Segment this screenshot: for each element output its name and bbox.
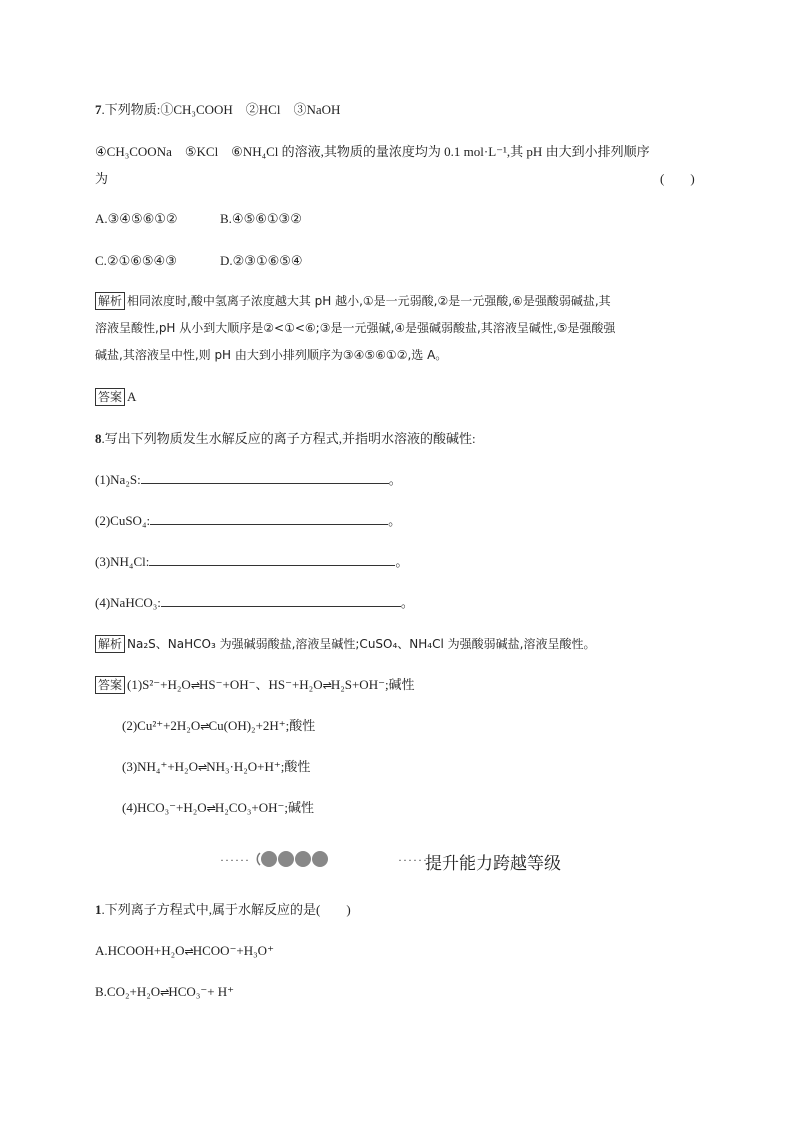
q8-answer-3-b: NH₃·H₂O+H⁺;酸性 bbox=[206, 759, 311, 774]
q8-answer-tag: 答案 bbox=[95, 676, 125, 694]
banner-dots-right: ······ bbox=[398, 853, 428, 867]
q7-analysis-line2: 溶液呈酸性,pH 从小到大顺序是②<①<⑥;③是一元强碱,④是强碱弱酸盐,其溶液呈碱性,⑤是强酸强 bbox=[95, 321, 616, 335]
q7-answer-value: A bbox=[127, 389, 137, 404]
q8-item-2 bbox=[95, 512, 401, 530]
q7-option-b: B.④⑤⑥①③② bbox=[220, 211, 302, 226]
q7-stem-line2: ④CH₃COONa ⑤KCl ⑥NH₄Cl 的溶液,其物质的量浓度均为 0.1 mol·L⁻¹,其 pH 由大到小排列顺序 bbox=[95, 144, 650, 159]
q1-stem bbox=[95, 901, 351, 919]
q8-answer-4-a: (4)HCO₃⁻+H₂O bbox=[122, 800, 207, 815]
q1-option-a bbox=[95, 942, 274, 961]
q1-option-a-left: A.HCOOH+H₂O bbox=[95, 943, 185, 958]
equilibrium-arrow-icon: ⇌ bbox=[322, 680, 331, 692]
q8-item-2-end: 。 bbox=[388, 513, 402, 528]
equilibrium-arrow-icon: ⇌ bbox=[160, 987, 169, 999]
q7-stem-text1: .下列物质:①CH₃COOH ②HCl ③NaOH bbox=[101, 102, 341, 117]
q1-option-a-right: HCOO⁻+H₃O⁺ bbox=[192, 943, 274, 958]
q7-stem-text3: 为 bbox=[95, 171, 109, 186]
q8-answer-2-a: (2)Cu²⁺+2H₂O bbox=[122, 718, 201, 733]
q8-analysis-text: Na₂S、NaHCO₃ 为强碱弱酸盐,溶液呈碱性;CuSO₄、NH₄Cl 为强酸弱碱盐,溶液呈酸性。 bbox=[127, 637, 596, 651]
q8-item-2-label: (2)CuSO₄: bbox=[95, 513, 151, 528]
equilibrium-arrow-icon: ⇌ bbox=[197, 762, 207, 774]
q8-stem-text: .写出下列物质发生水解反应的离子方程式,并指明水溶液的酸碱性: bbox=[101, 431, 476, 446]
q8-item-1-end: 。 bbox=[388, 472, 402, 487]
q1-option-b bbox=[95, 983, 234, 1002]
q8-number: 8 bbox=[95, 431, 102, 446]
q8-answer-2 bbox=[122, 717, 315, 736]
q8-item-3-end: 。 bbox=[395, 554, 409, 569]
q8-item-1 bbox=[95, 471, 402, 489]
equilibrium-arrow-icon: ⇌ bbox=[190, 680, 200, 692]
q8-answer-4 bbox=[122, 799, 314, 818]
q8-item-3-label: (3)NH₄Cl: bbox=[95, 554, 150, 569]
section-title: 提升能力跨越等级 bbox=[425, 854, 561, 874]
q8-item-4-label: (4)NaHCO₃: bbox=[95, 595, 161, 610]
q8-analysis bbox=[95, 635, 595, 653]
q1-stem-text: .下列离子方程式中,属于水解反应的是( ) bbox=[101, 902, 351, 917]
q7-answer bbox=[95, 388, 136, 406]
q8-item-3 bbox=[95, 553, 408, 571]
q8-item-4 bbox=[95, 594, 414, 612]
q8-answer-3 bbox=[122, 758, 310, 777]
q7-stem-line3 bbox=[95, 170, 108, 188]
q8-item-4-blank[interactable] bbox=[161, 594, 401, 607]
q8-analysis-tag: 解析 bbox=[95, 635, 125, 653]
q7-option-d: D.②③①⑥⑤④ bbox=[220, 253, 303, 268]
banner-dots-left: ······ bbox=[220, 853, 250, 867]
q8-answer-4-b: H₂CO₃+OH⁻;碱性 bbox=[214, 800, 314, 815]
q8-answer-1-a: (1)S²⁻+H₂O bbox=[127, 677, 191, 692]
equilibrium-arrow-icon: ⇌ bbox=[184, 946, 193, 958]
q8-answer-1 bbox=[95, 676, 415, 695]
q1-option-b-left: B.CO₂+H₂O bbox=[95, 984, 161, 999]
q1-number: 1 bbox=[95, 902, 102, 917]
q8-item-1-label: (1)Na₂S: bbox=[95, 472, 141, 487]
q7-stem-line1 bbox=[95, 101, 340, 119]
q7-analysis-tag: 解析 bbox=[95, 292, 125, 310]
q8-item-2-blank[interactable] bbox=[150, 512, 388, 525]
q8-item-3-blank[interactable] bbox=[149, 553, 395, 566]
q8-answer-2-b: Cu(OH)₂+2H⁺;酸性 bbox=[208, 718, 316, 733]
banner-circles-icon bbox=[254, 846, 332, 868]
q8-answer-1-c: H₂S+OH⁻;碱性 bbox=[330, 677, 415, 692]
q7-answer-tag: 答案 bbox=[95, 388, 125, 406]
q7-number: 7 bbox=[95, 102, 102, 117]
equilibrium-arrow-icon: ⇌ bbox=[200, 721, 209, 733]
q7-option-c: C.②①⑥⑤④③ bbox=[95, 253, 177, 268]
q7-analysis-line1 bbox=[95, 292, 611, 310]
q8-item-4-end: 。 bbox=[400, 595, 414, 610]
q7-answer-paren: ( ) bbox=[660, 171, 695, 186]
q1-option-b-right: HCO₃⁻+ H⁺ bbox=[168, 984, 235, 999]
q7-analysis-text1: 相同浓度时,酸中氢离子浓度越大其 pH 越小,①是一元弱酸,②是一元强酸,⑥是强酸弱碱盐,其 bbox=[127, 294, 611, 308]
q7-analysis-line3: 碱盐,其溶液呈中性,则 pH 由大到小排列顺序为③④⑤⑥①②,选 A。 bbox=[95, 348, 448, 362]
q7-option-a: A.③④⑤⑥①② bbox=[95, 211, 178, 226]
q8-item-1-blank[interactable] bbox=[141, 471, 389, 484]
q8-answer-1-b: HS⁻+OH⁻、HS⁻+H₂O bbox=[199, 677, 323, 692]
q8-stem bbox=[95, 430, 476, 448]
q8-answer-3-a: (3)NH₄⁺+H₂O bbox=[122, 759, 198, 774]
equilibrium-arrow-icon: ⇌ bbox=[206, 803, 215, 815]
